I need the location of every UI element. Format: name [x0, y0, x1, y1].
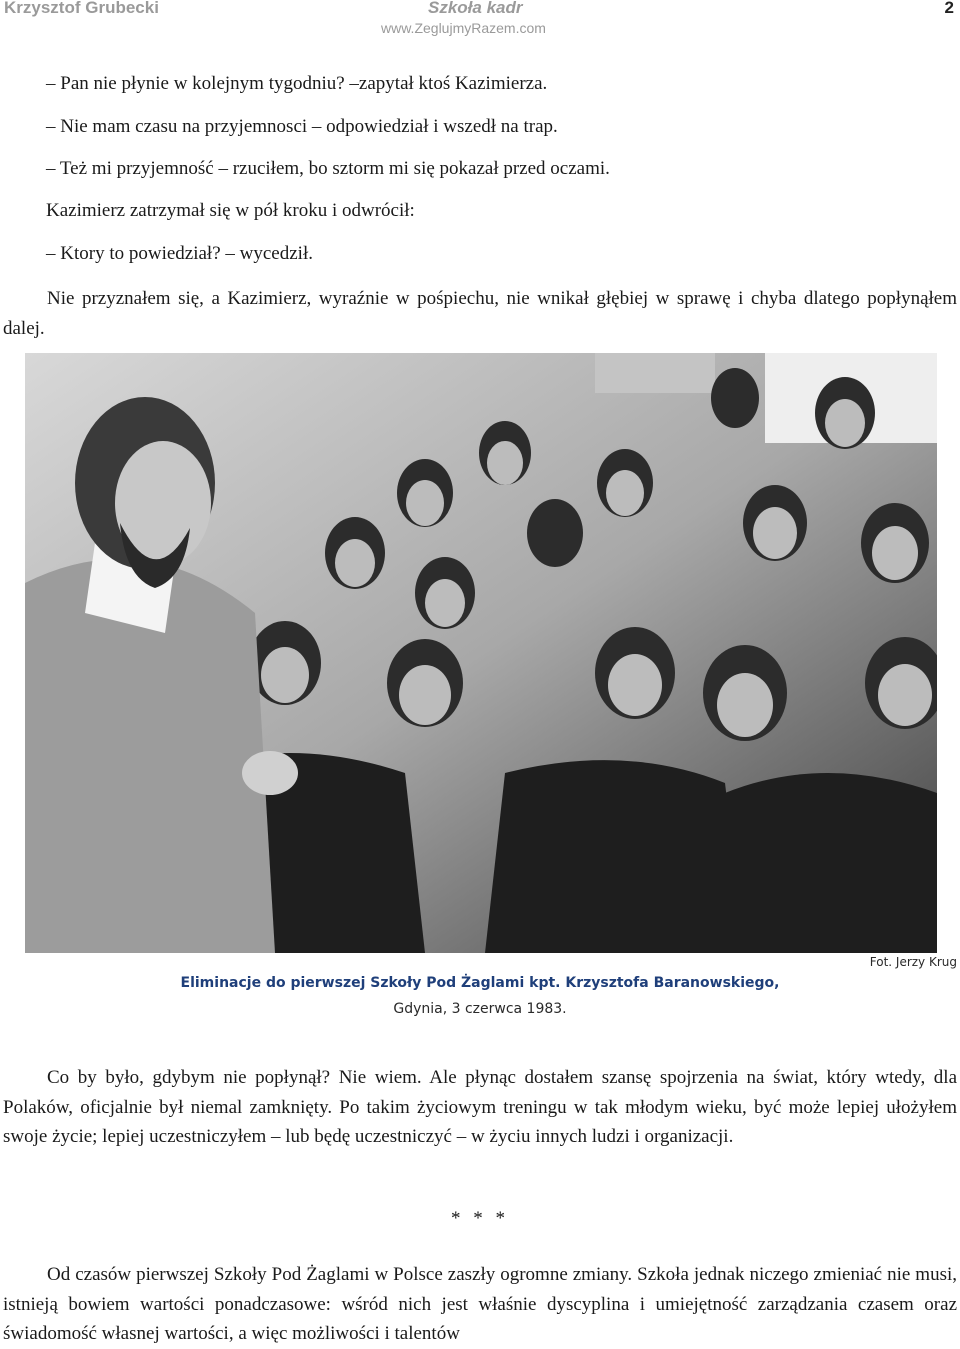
caption-line-1: Eliminacje do pierwszej Szkoły Pod Żaglami kpt. Krzysztofa Baranowskiego, [180, 975, 780, 991]
header-author: Krzysztof Grubecki [4, 0, 159, 17]
dialogue-line-4: Kazimierz zatrzymał się w pół kroku i odwrócił: [46, 200, 415, 221]
paragraph-1: Nie przyznałem się, a Kazimierz, wyraźnie w pośpiechu, nie wnikał głębiej w sprawę i chyba dlatego popłynąłem dalej. [3, 288, 957, 339]
dialogue-line-2: – Nie mam czasu na przyjemnosci – odpowiedział i wszedł na trap. [46, 116, 558, 137]
paragraph-2: Co by było, gdybym nie popłynął? Nie wiem. Ale płynąc dostałem szansę spojrzenia na świat, który wtedy, dla Polaków, oficjalnie był niemal zamknięty. Po takim życiowym treningu w tak młodym wieku, być może lepiej ułożyłem swoje życie; lepiej uczestniczyłem – lub będę uczestniczyć – w życiu innych ludzi i organizacji. [3, 1067, 957, 1148]
header-title: Szkoła kadr [428, 0, 523, 17]
header-url[interactable]: www.ZeglujmyRazem.com [381, 20, 546, 36]
photo-caption [180, 970, 780, 1022]
dialogue-line-3: – Też mi przyjemność – rzuciłem, bo sztorm mi się pokazał przed oczami. [46, 158, 610, 179]
photo-credit: Fot. Jerzy Krug [869, 955, 957, 969]
page-header [0, 0, 960, 42]
caption-line-2: Gdynia, 3 czerwca 1983. [393, 1001, 567, 1017]
paragraph-3: Od czasów pierwszej Szkoły Pod Żaglami w Polsce zaszły ogromne zmiany. Szkoła jednak niczego zmieniać nie musi, istnieją bowiem wartości ponadczasowe: wśród nich jest właśnie dyscyplina i umiejętność zarządzania czasem oraz świadomość własnej wartości, a więc możliwości i talentów [3, 1264, 957, 1345]
dialogue-line-5: – Ktory to powiedział? – wycedził. [46, 243, 313, 264]
dialogue-line-1: – Pan nie płynie w kolejnym tygodniu? –zapytał ktoś Kazimierza. [46, 73, 548, 94]
group-photo [25, 353, 937, 953]
section-separator: * * * [451, 1208, 509, 1229]
page-number: 2 [944, 0, 954, 17]
